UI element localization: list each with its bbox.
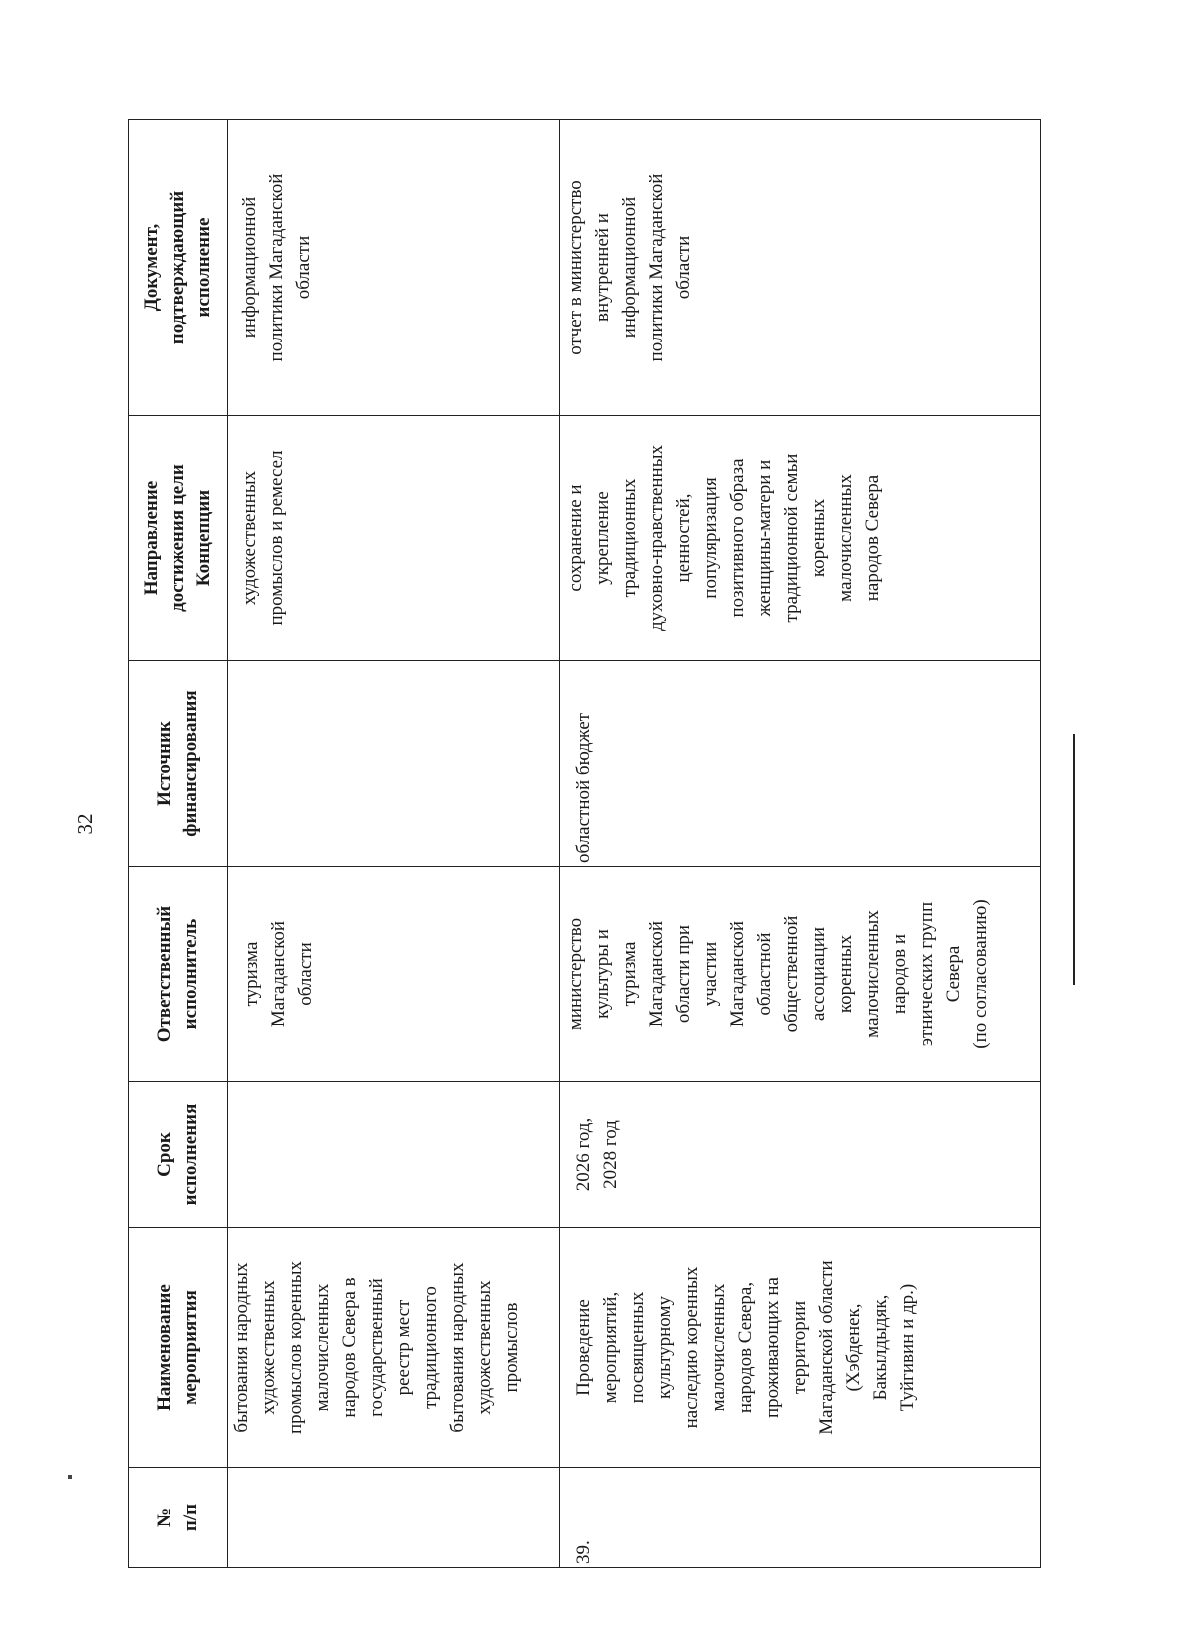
header-num: № п/п <box>129 1468 228 1568</box>
cell-num <box>228 1468 560 1568</box>
cell-name: Проведение мероприятий, посвященных культурному наследию коренных малочисленных народов Севера, проживающих на территории Магаданской области (Хэбденек, Бакылдыдяк, Туйгивин и др.) <box>560 1228 1041 1468</box>
cell-source: областной бюджет <box>560 661 1041 867</box>
cell-document: отчет в министерство внутренней и информационной политики Магаданской области <box>560 120 1041 416</box>
header-name: Наименование мероприятия <box>129 1228 228 1468</box>
header-direction: Направление достижения цели Концепции <box>129 416 228 661</box>
cell-term: 2026 год, 2028 год <box>560 1082 1041 1228</box>
cell-executor: министерство культуры и туризма Магаданской области при участии Магаданской областной общественной ассоциации коренных малочисленных народов и этнических групп Севера (по согласованию) <box>560 867 1041 1082</box>
cell-source <box>228 661 560 867</box>
cell-direction: художественных промыслов и ремесел <box>228 416 560 661</box>
header-source: Источник финансирования <box>129 661 228 867</box>
header-term: Срок исполнения <box>129 1082 228 1228</box>
header-document: Документ, подтверждающий исполнение <box>129 120 228 416</box>
cell-document: информационной политики Магаданской области <box>228 120 560 416</box>
header-executor: Ответственный исполнитель <box>129 867 228 1082</box>
rotated-page-content <box>128 120 1040 1568</box>
page-number: 32 <box>73 813 97 835</box>
cell-name: бытования народных художественных промыслов коренных малочисленных народов Севера в государственный реестр мест традиционного бытования народных художественных промыслов <box>228 1228 560 1468</box>
scan-mark <box>68 1475 72 1479</box>
table-header-row <box>129 120 228 1568</box>
measures-table <box>128 119 1041 1568</box>
table-row <box>228 120 560 1568</box>
closing-rule <box>1073 734 1075 985</box>
cell-direction: сохранение и укрепление традиционных духовно-нравственных ценностей, популяризация позитивного образа женщины-матери и традиционной семьи коренных малочисленных народов Севера <box>560 416 1041 661</box>
cell-executor: туризма Магаданской области <box>228 867 560 1082</box>
cell-term <box>228 1082 560 1228</box>
table-row <box>560 120 1041 1568</box>
cell-num: 39. <box>560 1468 1041 1568</box>
